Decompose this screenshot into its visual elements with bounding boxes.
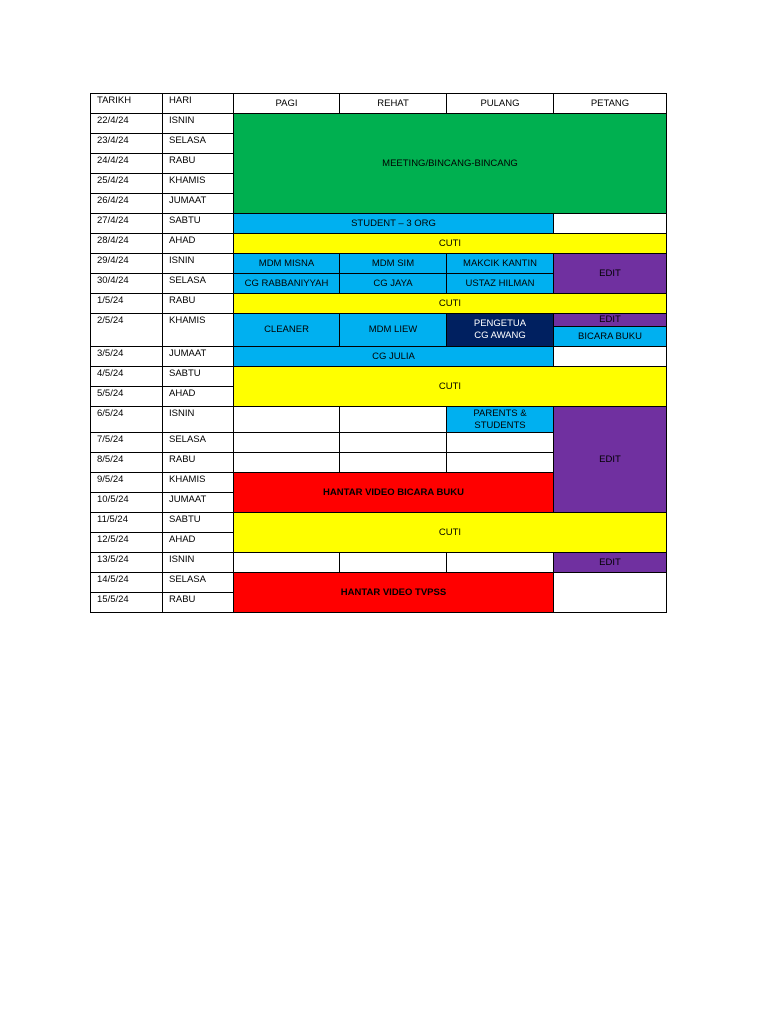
day-cell: RABU [163, 154, 234, 174]
day-cell: SABTU [163, 513, 234, 533]
event-bicara-buku: BICARA BUKU [554, 327, 667, 347]
table-row [91, 234, 667, 254]
empty-cell [447, 453, 554, 473]
empty-cell [554, 214, 667, 234]
date-cell: 12/5/24 [91, 533, 163, 553]
parents-line: PARENTS & [473, 407, 527, 419]
date-cell: 10/5/24 [91, 493, 163, 513]
day-cell: RABU [163, 294, 234, 314]
event-mdm-liew: MDM LIEW [340, 314, 447, 347]
date-cell: 28/4/24 [91, 234, 163, 254]
empty-cell [340, 553, 447, 573]
empty-cell [447, 433, 554, 453]
empty-cell [234, 453, 340, 473]
event-edit: EDIT [554, 407, 667, 513]
header-pagi: PAGI [234, 94, 340, 114]
event-edit: EDIT [554, 314, 667, 327]
date-cell: 7/5/24 [91, 433, 163, 453]
table-row [91, 553, 667, 573]
empty-cell [234, 433, 340, 453]
day-cell: AHAD [163, 234, 234, 254]
day-cell: KHAMIS [163, 174, 234, 194]
date-cell: 5/5/24 [91, 387, 163, 407]
day-cell: KHAMIS [163, 473, 234, 493]
day-cell: ISNIN [163, 553, 234, 573]
empty-cell [340, 453, 447, 473]
event-cuti: CUTI [234, 294, 667, 314]
table-row [91, 214, 667, 234]
event-meeting: MEETING/BINCANG-BINCANG [234, 114, 667, 214]
date-cell: 24/4/24 [91, 154, 163, 174]
date-cell: 25/4/24 [91, 174, 163, 194]
event-cg-julia: CG JULIA [234, 347, 554, 367]
table-row [91, 513, 667, 533]
date-cell: 1/5/24 [91, 294, 163, 314]
event-edit: EDIT [554, 553, 667, 573]
event-cleaner: CLEANER [234, 314, 340, 347]
header-petang: PETANG [554, 94, 667, 114]
table-row [91, 347, 667, 367]
empty-cell [234, 407, 340, 433]
day-cell: SELASA [163, 134, 234, 154]
date-cell: 6/5/24 [91, 407, 163, 433]
date-cell: 2/5/24 [91, 314, 163, 347]
day-cell: SELASA [163, 433, 234, 453]
empty-cell [554, 347, 667, 367]
table-row [91, 407, 667, 433]
date-cell: 13/5/24 [91, 553, 163, 573]
empty-cell [234, 553, 340, 573]
day-cell: ISNIN [163, 254, 234, 274]
date-cell: 15/5/24 [91, 593, 163, 613]
date-cell: 11/5/24 [91, 513, 163, 533]
event-cg-rabbaniyyah: CG RABBANIYYAH [234, 274, 340, 294]
date-cell: 4/5/24 [91, 367, 163, 387]
day-cell: SABTU [163, 214, 234, 234]
event-cg-jaya: CG JAYA [340, 274, 447, 294]
empty-cell [340, 433, 447, 453]
date-cell: 23/4/24 [91, 134, 163, 154]
day-cell: ISNIN [163, 114, 234, 134]
pengetua-line: PENGETUA [473, 318, 527, 329]
cg-awang-line: CG AWANG [474, 330, 526, 341]
day-cell: SABTU [163, 367, 234, 387]
students-line: STUDENTS [474, 419, 526, 431]
date-cell: 30/4/24 [91, 274, 163, 294]
header-row [91, 94, 667, 114]
date-cell: 3/5/24 [91, 347, 163, 367]
event-parents-students [447, 407, 554, 433]
date-cell: 8/5/24 [91, 453, 163, 473]
date-cell: 26/4/24 [91, 194, 163, 214]
event-pengetua-cg-awang [447, 314, 554, 347]
event-cuti: CUTI [234, 234, 667, 254]
table-row [91, 573, 667, 593]
event-edit: EDIT [554, 254, 667, 294]
event-mdm-misna: MDM MISNA [234, 254, 340, 274]
day-cell: JUMAAT [163, 347, 234, 367]
day-cell: JUMAAT [163, 194, 234, 214]
date-cell: 27/4/24 [91, 214, 163, 234]
day-cell: SELASA [163, 274, 234, 294]
date-cell: 29/4/24 [91, 254, 163, 274]
table-row [91, 114, 667, 134]
header-pulang: PULANG [447, 94, 554, 114]
day-cell: AHAD [163, 387, 234, 407]
day-cell: ISNIN [163, 407, 234, 433]
table-row [91, 254, 667, 274]
event-makcik-kantin: MAKCIK KANTIN [447, 254, 554, 274]
header-hari: HARI [163, 94, 234, 114]
header-rehat: REHAT [340, 94, 447, 114]
event-mdm-sim: MDM SIM [340, 254, 447, 274]
event-ustaz-hilman: USTAZ HILMAN [447, 274, 554, 294]
event-student-3-org: STUDENT – 3 ORG [234, 214, 554, 234]
day-cell: SELASA [163, 573, 234, 593]
day-cell: JUMAAT [163, 493, 234, 513]
table-row [91, 367, 667, 387]
header-tarikh: TARIKH [91, 94, 163, 114]
table-row [91, 294, 667, 314]
day-cell: RABU [163, 593, 234, 613]
event-cuti: CUTI [234, 367, 667, 407]
empty-cell [340, 407, 447, 433]
event-hantar-video-tvpss: HANTAR VIDEO TVPSS [234, 573, 554, 613]
event-hantar-video-bicara-buku: HANTAR VIDEO BICARA BUKU [234, 473, 554, 513]
event-cuti: CUTI [234, 513, 667, 553]
empty-cell [554, 573, 667, 613]
day-cell: KHAMIS [163, 314, 234, 347]
day-cell: RABU [163, 453, 234, 473]
day-cell: AHAD [163, 533, 234, 553]
date-cell: 22/4/24 [91, 114, 163, 134]
empty-cell [447, 553, 554, 573]
table-row [91, 314, 667, 327]
date-cell: 9/5/24 [91, 473, 163, 493]
schedule-table [90, 93, 667, 613]
date-cell: 14/5/24 [91, 573, 163, 593]
